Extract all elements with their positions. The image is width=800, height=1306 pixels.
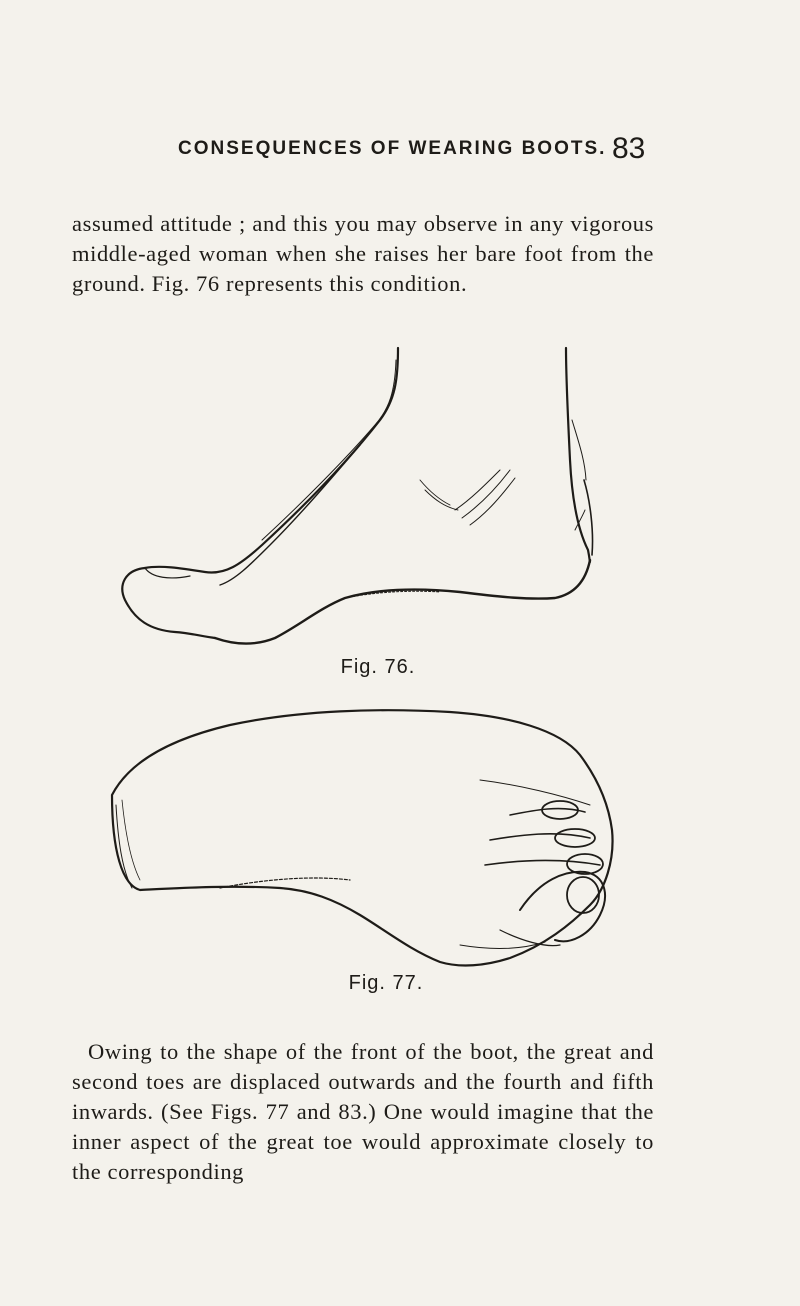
figure-77 [0, 700, 800, 1000]
figure-77-caption: Fig. 77. [348, 972, 424, 994]
paragraph-bottom: Owing to the shape of the front of the boot, the great and second toes are displaced outwards and the fourth and fifth inwards. (See Figs. 77 and 83.) One would imagine that the inner aspect of the great toe would approximate closely to the corresponding [72, 1038, 654, 1184]
paragraph-top: assumed attitude ; and this you may observe in any vigorous middle-aged woman when she raises her bare foot from the ground. Fig. 76 represents this condition. [72, 210, 654, 296]
foot-side-view-illustration [0, 340, 800, 660]
figure-76 [0, 340, 800, 685]
running-title: CONSEQUENCES OF WEARING BOOTS. [178, 138, 607, 159]
figure-76-caption: Fig. 76. [340, 656, 416, 678]
running-head [0, 132, 800, 178]
foot-sole-view-illustration [0, 700, 800, 970]
page-number: 83 [612, 132, 646, 165]
